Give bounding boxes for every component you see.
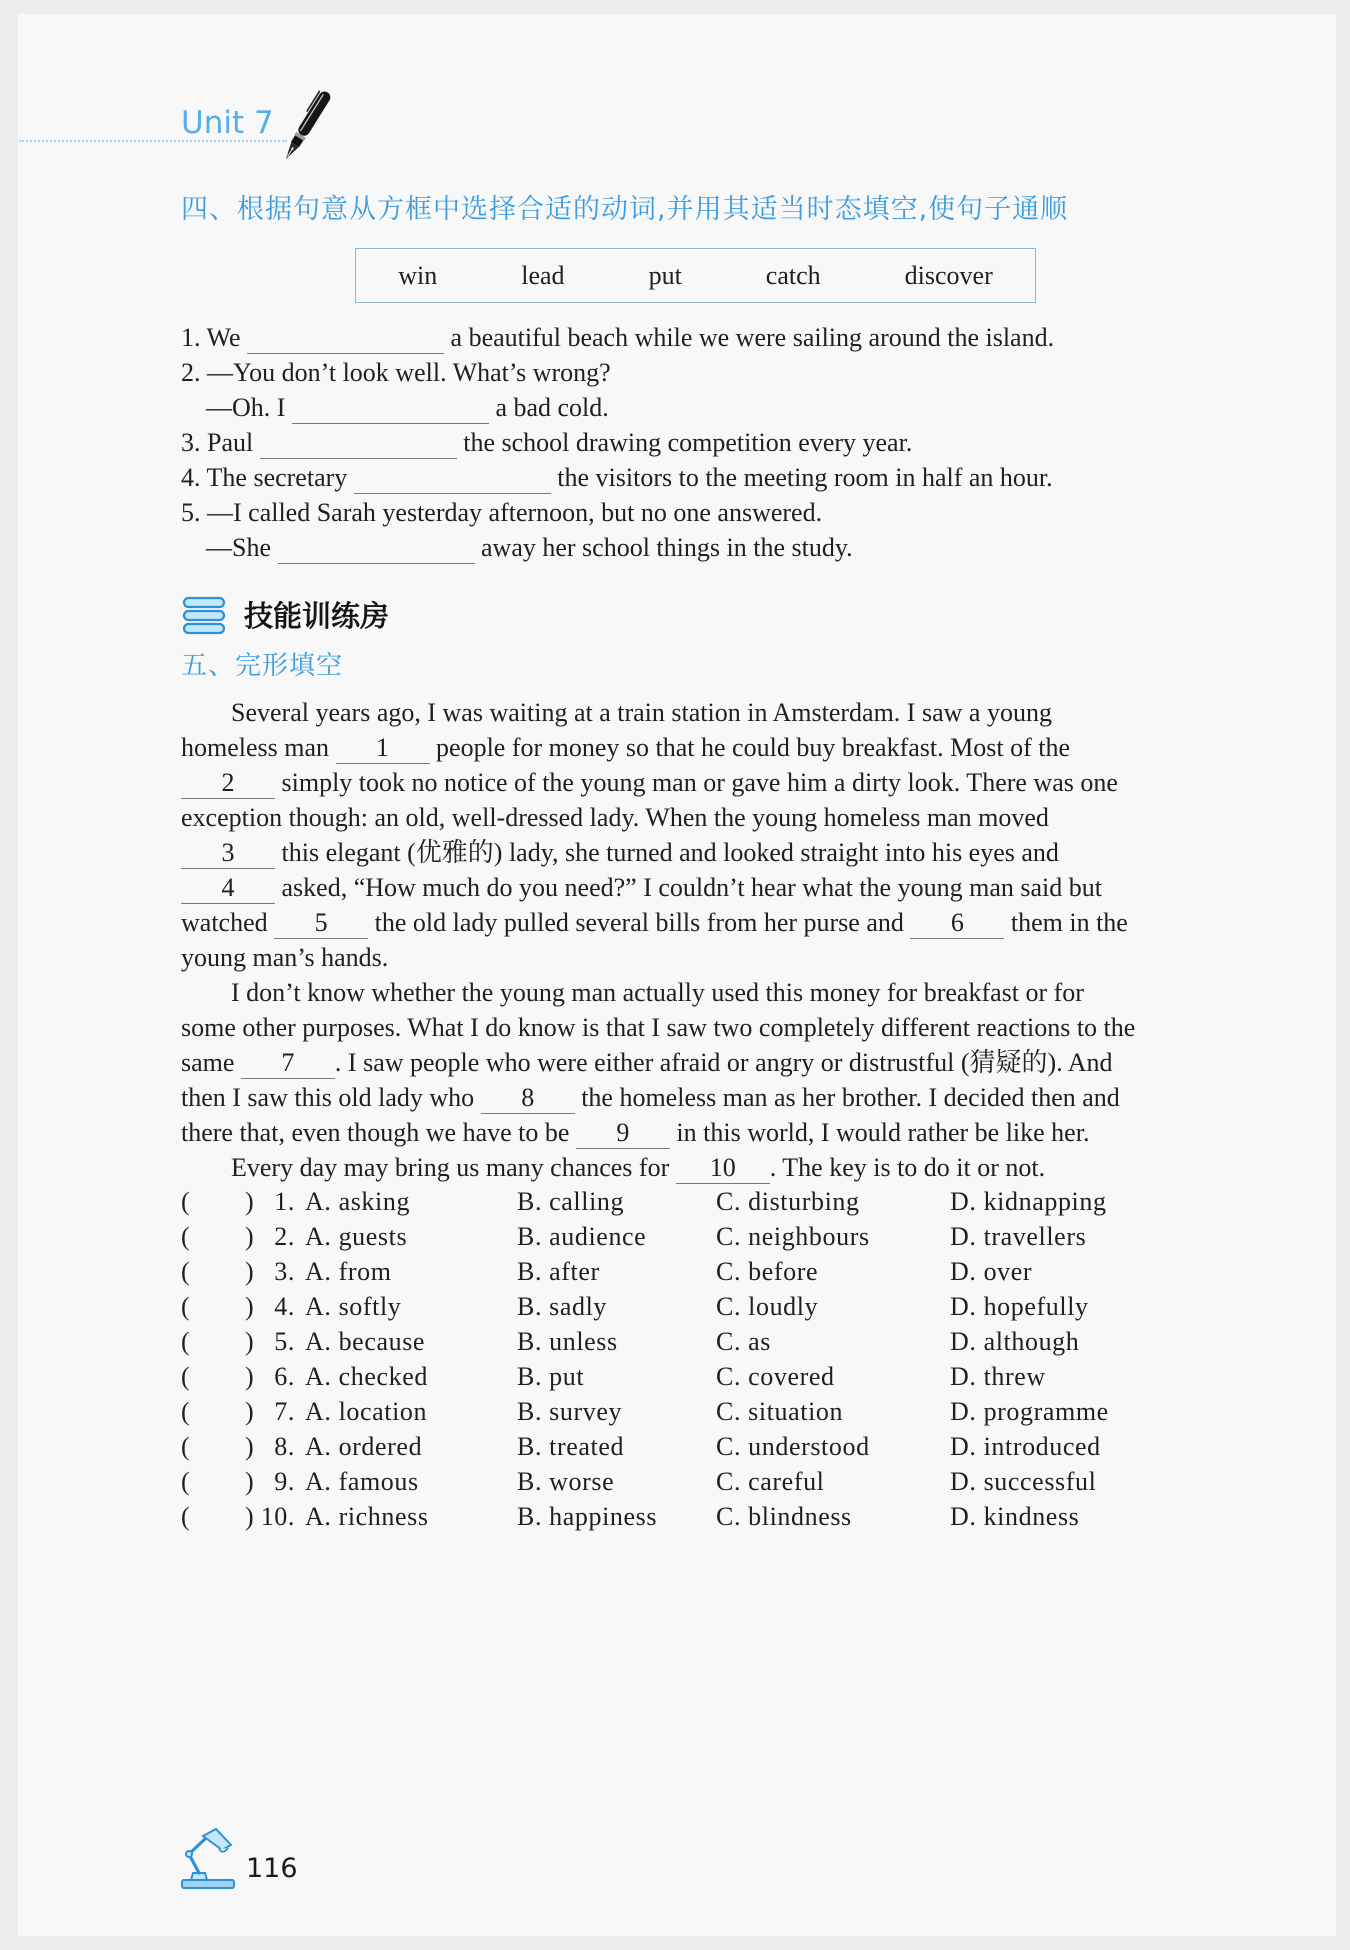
exercise-line [181,320,1054,355]
question-number: 8. [274,1432,295,1461]
cloze-blank: ​ 10 [676,1153,770,1184]
answer-paren-close: ) [245,1362,255,1391]
exercise-line [181,495,1054,530]
word-box-item: discover [904,260,993,290]
question-number: 1. [274,1187,295,1216]
exercise-text: a bad cold. [488,393,609,422]
passage-line [181,1150,1135,1185]
cloze-blank: ​ 6 [910,908,1004,939]
skills-section-title: 技能训练房 [244,599,390,633]
cloze-blank: ​ 8 [481,1083,575,1114]
exercise-line [181,425,1054,460]
question-number: 7. [274,1397,295,1426]
option-a: A. checked [305,1362,428,1391]
passage-line [181,870,1135,905]
passage-line [181,975,1135,1010]
passage-text: I don’t know whether the young man actually used this money for breakfast or for [231,978,1084,1007]
answer-paren-close: ) [245,1327,255,1356]
option-a: A. ordered [305,1432,423,1461]
fountain-pen-icon [280,86,334,162]
exercise-text: —Oh. I [206,393,292,422]
option-c: C. understood [716,1432,870,1461]
passage-line [181,800,1135,835]
passage-text: the old lady pulled several bills from her purse and [368,908,911,937]
answer-paren-close: ) [245,1257,255,1286]
option-b: B. survey [517,1397,623,1426]
exercise-text: 4. The secretary [181,463,354,492]
option-d: D. hopefully [950,1292,1089,1321]
cloze-blank: ​ 1 [336,733,430,764]
exercise-text: 2. —You don’t look well. What’s wrong? [181,358,611,387]
option-a: A. softly [305,1292,402,1321]
question-number: 9. [274,1467,295,1496]
option-d: D. introduced [950,1432,1101,1461]
option-b: B. treated [517,1432,625,1461]
passage-text: watched [181,908,275,937]
answer-paren-close: ) [245,1187,255,1216]
question-row [181,1324,1181,1359]
exercise-text: the school drawing competition every year. [456,428,913,457]
word-box [355,248,1036,303]
answer-blank [247,323,444,354]
answer-paren-open: ( [181,1397,191,1426]
question-row [181,1289,1181,1324]
passage-text: the homeless man as her brother. I decided then and [574,1083,1120,1112]
option-b: B. unless [517,1327,618,1356]
passage-text: exception though: an old, well-dressed lady. When the young homeless man moved [181,803,1049,832]
unit-title: Unit 7 [181,105,274,141]
option-a: A. because [305,1327,426,1356]
passage-line [181,1010,1135,1045]
word-box-item: win [398,260,438,290]
passage-line [181,1045,1135,1080]
passage-line [181,835,1135,870]
passage-text: Every day may bring us many chances for [231,1153,676,1182]
exercise-text: 3. Paul [181,428,260,457]
option-c: C. before [716,1257,819,1286]
exercise-line [181,390,1054,425]
answer-paren-close: ) [245,1222,255,1251]
page-number: 116 [246,1853,298,1884]
exercise-text: 5. —I called Sarah yesterday afternoon, but no one answered. [181,498,823,527]
passage-text: some other purposes. What I do know is that I saw two completely different reactions to the [181,1013,1136,1042]
word-box-item: catch [765,260,821,290]
cloze-blank: ​ 9 [576,1118,670,1149]
option-a: A. richness [305,1502,429,1531]
passage-line [181,905,1135,940]
passage-text: people for money so that he could buy breakfast. Most of the [429,733,1070,762]
passage-text: Several years ago, I was waiting at a train station in Amsterdam. I saw a young [231,698,1052,727]
answer-paren-close: ) [245,1467,255,1496]
answer-paren-open: ( [181,1257,191,1286]
passage-text: in this world, I would rather be like her. [669,1118,1090,1147]
passage-line [181,1080,1135,1115]
passage-text: them in the [1004,908,1128,937]
option-d: D. threw [950,1362,1046,1391]
passage-text: . The key is to do it or not. [769,1153,1046,1182]
unit-dotted-rule [19,140,287,142]
question-row [181,1254,1181,1289]
question-number: 6. [274,1362,295,1391]
passage-line [181,730,1135,765]
option-d: D. travellers [950,1222,1087,1251]
question-row [181,1394,1181,1429]
answer-paren-open: ( [181,1502,191,1531]
skills-stack-icon [181,596,227,636]
option-a: A. asking [305,1187,411,1216]
option-c: C. disturbing [716,1187,860,1216]
section-4-instructions: 四、根据句意从方框中选择合适的动词,并用其适当时态填空,使句子通顺 [181,194,1069,225]
fill-in-exercise [181,320,1054,565]
answer-blank [292,393,489,424]
option-d: D. although [950,1327,1080,1356]
question-row [181,1219,1181,1254]
option-b: B. calling [517,1187,625,1216]
exercise-text: the visitors to the meeting room in half an hour. [550,463,1053,492]
question-row [181,1499,1181,1534]
option-a: A. location [305,1397,428,1426]
option-a: A. famous [305,1467,419,1496]
answer-paren-close: ) [245,1292,255,1321]
exercise-text: —She [206,533,278,562]
answer-blank [278,533,475,564]
option-b: B. worse [517,1467,615,1496]
passage-text: asked, “How much do you need?” I couldn’t hear what the young man said but [275,873,1102,902]
cloze-blank: ​ 4 [181,873,275,904]
option-c: C. careful [716,1467,825,1496]
cloze-blank: ​ 3 [181,838,275,869]
passage-text: same [181,1048,241,1077]
option-c: C. covered [716,1362,835,1391]
option-d: D. successful [950,1467,1097,1496]
answer-paren-close: ) [245,1502,255,1531]
answer-blank [354,463,551,494]
answer-paren-open: ( [181,1327,191,1356]
passage-line [181,695,1135,730]
option-c: C. blindness [716,1502,852,1531]
cloze-blank: ​ 2 [181,768,275,799]
option-d: D. kidnapping [950,1187,1107,1216]
passage-text: young man’s hands. [181,943,389,972]
answer-paren-open: ( [181,1467,191,1496]
passage-text: homeless man [181,733,336,762]
option-b: B. after [517,1257,600,1286]
option-b: B. sadly [517,1292,608,1321]
question-row [181,1184,1181,1219]
exercise-line [181,530,1054,565]
word-box-item: put [648,260,682,290]
option-c: C. neighbours [716,1222,870,1251]
option-d: D. kindness [950,1502,1080,1531]
answer-blank [260,428,457,459]
exercise-line [181,355,1054,390]
cloze-blank: ​ 5 [274,908,368,939]
question-number: 10. [260,1502,295,1531]
answer-paren-open: ( [181,1222,191,1251]
passage-line [181,1115,1135,1150]
cloze-blank: ​ 7 [241,1048,335,1079]
question-number: 4. [274,1292,295,1321]
answer-paren-close: ) [245,1397,255,1426]
question-number: 2. [274,1222,295,1251]
answer-paren-open: ( [181,1362,191,1391]
passage-text: simply took no notice of the young man or gave him a dirty look. There was one [275,768,1118,797]
option-c: C. loudly [716,1292,819,1321]
option-d: D. over [950,1257,1033,1286]
passage-text: . I saw people who were either afraid or angry or distrustful (猜疑的). And [334,1048,1113,1077]
answer-paren-open: ( [181,1187,191,1216]
section-5-title: 五、完形填空 [181,651,344,681]
question-row [181,1464,1181,1499]
question-number: 3. [274,1257,295,1286]
word-box-item: lead [521,260,565,290]
option-d: D. programme [950,1397,1109,1426]
passage-line [181,940,1135,975]
option-a: A. from [305,1257,392,1286]
question-row [181,1429,1181,1464]
option-b: B. happiness [517,1502,658,1531]
desk-lamp-icon [179,1827,237,1891]
answer-paren-open: ( [181,1432,191,1461]
passage-text: there that, even though we have to be [181,1118,576,1147]
question-number: 5. [274,1327,295,1356]
option-b: B. audience [517,1222,647,1251]
answer-paren-open: ( [181,1292,191,1321]
option-b: B. put [517,1362,585,1391]
passage-text: then I saw this old lady who [181,1083,481,1112]
cloze-passage [181,695,1135,1185]
question-row [181,1359,1181,1394]
exercise-text: 1. We [181,323,248,352]
question-list [181,1184,1181,1534]
exercise-line [181,460,1054,495]
answer-paren-close: ) [245,1432,255,1461]
exercise-text: away her school things in the study. [474,533,853,562]
option-c: C. situation [716,1397,844,1426]
passage-text: this elegant (优雅的) lady, she turned and looked straight into his eyes and [275,838,1059,867]
passage-line [181,765,1135,800]
option-c: C. as [716,1327,771,1356]
exercise-text: a beautiful beach while we were sailing around the island. [444,323,1055,352]
option-a: A. guests [305,1222,408,1251]
